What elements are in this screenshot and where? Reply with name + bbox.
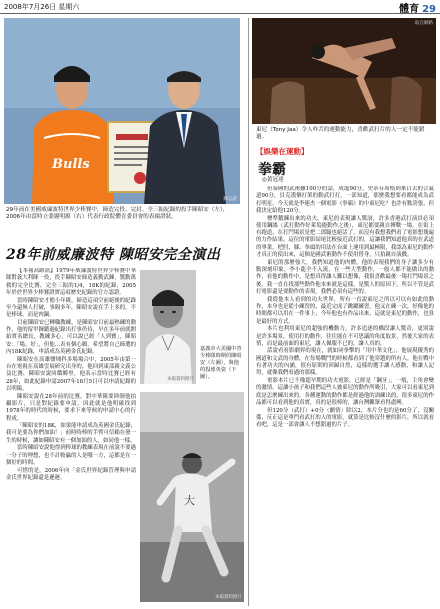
article-paragraph: 目前陳昭安已轉職教練，是陳昭安目前最熱練的動作，他的留甲鐘聽過紀錄出打事仍待，早在多年前就開始實名總長，教練多心，可以說已經「人到寶」，陳昭安：「場，好」，但他…表有個心願，希望將自己締選的內18K紀錄，申請成為英國金氏紀錄。 bbox=[6, 319, 136, 356]
award-ceremony-photo bbox=[4, 18, 240, 204]
column-tag: 【娛樂在運動】 bbox=[256, 147, 309, 156]
page-number: 29 bbox=[422, 4, 436, 15]
award-ceremony-illustration bbox=[4, 18, 240, 204]
column-author: ◎黃冠達 bbox=[262, 177, 284, 183]
column-paragraph: 本片也利用東尼的超強的機動力，許多追逐的橋段讓人驚奇，更別說是許多場景，使用打的動作，往往能在不可思議的角度取景，然後大家的表情，而是最前面的東尼，讓人佩服不已的，讓人真的。 bbox=[256, 326, 434, 347]
article-paragraph: 陳昭安在高雄鹽埔科多場場合中，2005年由第一台在電視在高雄雲展研究出身的，他回到東部親文義公益比賽，陳昭安說回饋鄉里，他表示當時比賽已經有28年，如此紀錄申請2007年18月5日可以申請紀錄的以明陽。 bbox=[6, 356, 136, 392]
column-paragraph: 但120分（武打）+0分（劇情）除以2，本片分也約是60分了，沒關係，反正這是專門看武打的人的電影，就算是比較沒什麼的影片，所以就看看吧，這是一部會讓人不想錯過的片子。 bbox=[256, 407, 434, 429]
svg-text:大: 大 bbox=[184, 494, 195, 507]
page-header bbox=[0, 0, 440, 14]
svg-text:Bulls: Bulls bbox=[52, 157, 90, 172]
article-headline: 28年前威廉波特 陳昭安完全演出 bbox=[6, 247, 221, 263]
issue-date: 2008年7月26日 星期六 bbox=[4, 3, 80, 11]
fight-scene-illustration bbox=[252, 18, 436, 124]
column-paragraph: 標準鍛鍊出來的功夫，東尼的表現讓人驚訝，許多香港武打演員必須使用鋼絲（武打動作好萊塢能動作之後），東尼都要親自搏戰一場，在街上有跑道，在打鬥場景是把二郎腿也絕活了，而沒有我想我們看了電影想幾遍的力作結果，這位的電影結尾比較接近武打的，這讓我們知道他真的在武道的專業，把肘、膝、拳頭的用法在台面上運用到最極限，我認為東尼的動作才真正的使出來，這個是國武術動作不使用替身，只拍親自演戲。 bbox=[256, 215, 434, 259]
article-paragraph: 「陳昭安的18K，如果能申請成為英國金氏紀錄，我可是要為你們加油！」前時時棒的手臂可信賴在發一生的時候，讓如陳昭安有一個加油的人，如同他一樣。 bbox=[6, 423, 136, 444]
young-player-portrait bbox=[140, 270, 196, 384]
portrait-caption: 嘉義市大美國中青少棒隊時期的陳昭安（左圖），與他的投球英姿（下圖）。 bbox=[200, 346, 242, 380]
article-paragraph: 可惜的是，2006年向「金氏世界紀錄管理與申請金氏世界紀錄還是遲遲。 bbox=[6, 467, 136, 482]
right-photo-caption: 東尼（Tony Jaa）令人咋舌的運動能力，喜歡武打片的人一定不能錯過。 bbox=[256, 127, 425, 141]
column-divider bbox=[248, 18, 249, 606]
column-paragraph: 但泰國的武術難100分的話，成龍90分，史蒂芬席格則來目去的合氣道90分，貝克漢個打架的動武打打，一部知道，那麼我想要看都能成為武打明星，今天就是李連杰一個電影《拳霸》的中東尼吃？也許有點誇張，但我決定給他120分。 bbox=[256, 186, 434, 214]
portrait-credit: 本報資料照片 bbox=[167, 377, 194, 382]
column-paragraph: 電影本片已不像超早期的功夫電影，已經是「鋼牙」，一般，主角會變的激情，這讓小孩子和我們這些人被東尼的動作所吸引，大家可以看東尼到底是怎麼練出來的，各種運動的動作都是經過他的訓練出的，很多東尼的作品都可以看到他的真實，真的是很棒的，讓台灣觀眾看得盡興。 bbox=[256, 378, 434, 406]
pitcher-illustration bbox=[140, 392, 244, 602]
column-title: 拳霸 bbox=[258, 162, 286, 178]
portrait-illustration bbox=[140, 270, 196, 384]
pitcher-credit: 本報資料照片 bbox=[215, 595, 242, 600]
section-title bbox=[399, 0, 436, 15]
pitcher-photo bbox=[140, 392, 244, 602]
photo-credit: 陳志銓 bbox=[223, 197, 237, 202]
right-photo-credit: 取自網路 bbox=[415, 21, 433, 26]
column-body bbox=[256, 186, 434, 606]
column-paragraph: 東尼的那麼強大，我們知道他的肉體，他的表現我們的身子讓多少有點深刻印象，李小龍全不入流，在一些大型動作，一般人都不能做出的動作，看他的動作中，是想真得讓人難以想像，我很喜歡最後一場打鬥場景之後，我一直在找那些動作他本來就是這樣，是驚人的原因下，所以不管是武打電影還是要動作的表現，我們必須有這些的。 bbox=[256, 259, 434, 295]
article-paragraph: 當時陳昭安才擔小年級，締造這項空前絕後的紀錄至今還無人打破，事隔多年，陳昭安說在手上多的，不是棒球，而是肉鍋。 bbox=[6, 297, 136, 319]
tony-jaa-photo bbox=[252, 18, 436, 124]
article-paragraph: 陳昭安說在28年前的比賽，對中華隊要抑制他拍攝影片，只是對紀錄要申請，因此就是他明確找到1978年的時代的時候，要求下來等候的申請中心的行程成。 bbox=[6, 393, 136, 422]
photo-caption: 29年前在美國威廉波特世界少棒賽中，締造完投、完封、全三振紀錄的投手陳昭安（左），2006年由當時立委謝明源（右）代表行政院體育委員會的表揚證狀。 bbox=[6, 207, 229, 221]
article-paragraph: 【本報高路訊】1979年威廉波特世界少棒賽中華隊對義大利隊一役，投手陳昭安締造義勤武鍊，驚動萬救的完全比賽，完全三振的1/4，18K的紀錄，2005年於於世界少棒賽證實這項歷史紀錄的官方認證。 bbox=[6, 268, 136, 296]
article-paragraph: 當時陳昭安說他得到棒球的教練表現在前說不要過一分子的理想，也不計較贏的人是哪一方，這都是在一個好的時間。 bbox=[6, 445, 136, 467]
column-paragraph: 我從他本人看到的功夫世界，所有一直說東尼之所以可以有如此的動作，本身也是從小練習的，最近完成了跳躍練習，他又在練一次，好像他的時間都可以用在一件事上，今年他也有作品出來，這就是東尼的動作，也算是最好的方式。 bbox=[256, 296, 434, 325]
article-body bbox=[6, 268, 136, 604]
section-name: 體育 bbox=[399, 4, 420, 15]
column-paragraph: 話說看看影劇界的現在，就如同拳擊的「用中華文化」，他展現優秀的國道和文武的身體，在每場戰鬥的時候都看到了他穿越的所有人，他在戰中有著功夫的內涵，很有原則的回歸自然，這樣的選手讓人感動，和讓人記得，就像我們看過的那樣。 bbox=[256, 348, 434, 377]
